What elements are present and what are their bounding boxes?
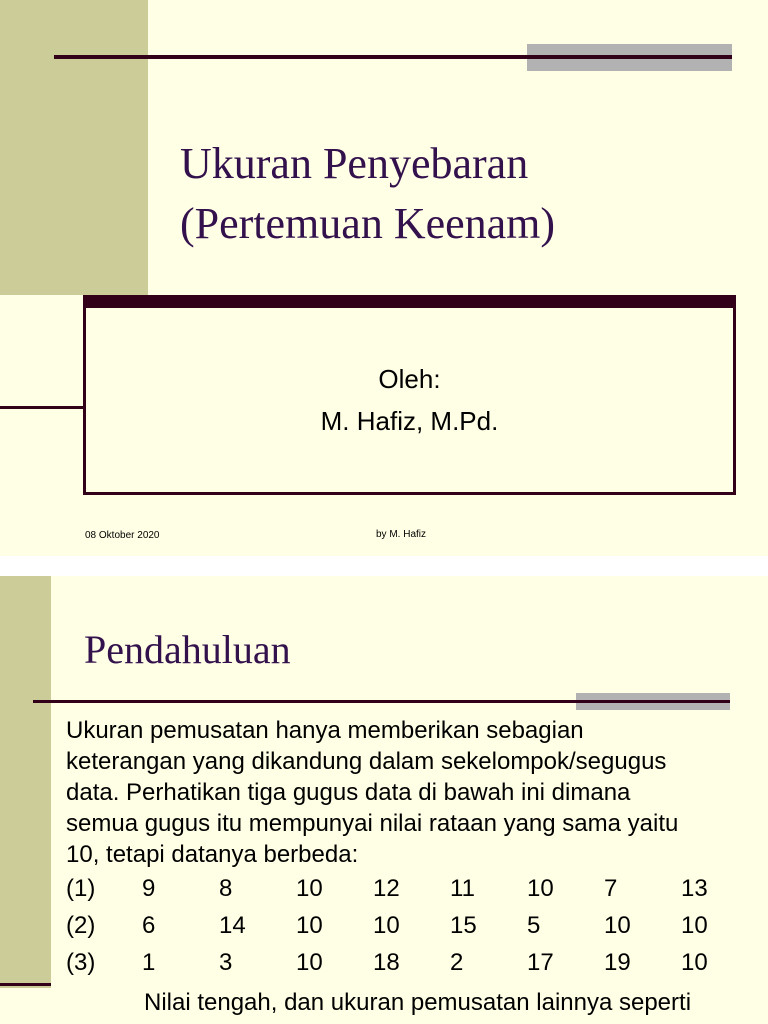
data-row [0, 949, 768, 983]
data-value: 7 [604, 875, 618, 902]
data-value: 13 [681, 875, 708, 902]
top-rule-overlay [527, 55, 732, 59]
row-label: (3) [66, 949, 96, 976]
title-line: Ukuran Penyebaran [180, 139, 529, 188]
paragraph-line: data. Perhatikan tiga gugus data di bawah ini dimana [66, 779, 631, 806]
data-value: 8 [219, 875, 233, 902]
data-value: 15 [450, 912, 477, 939]
left-rule [0, 406, 86, 409]
data-value: 5 [527, 912, 541, 939]
data-value: 10 [604, 912, 631, 939]
data-row [0, 912, 768, 946]
data-value: 10 [527, 875, 554, 902]
row-label: (1) [66, 875, 96, 902]
paragraph-line: keterangan yang dikandung dalam sekelompok/segugus [66, 748, 667, 775]
data-value: 1 [142, 949, 156, 976]
presenter-label: Oleh: [378, 364, 441, 394]
data-row [0, 875, 768, 909]
data-value: 3 [219, 949, 233, 976]
data-value: 2 [450, 949, 464, 976]
footer-author: by M. Hafiz [376, 529, 427, 540]
intro-paragraph [66, 715, 746, 870]
paragraph-line: semua gugus itu mempunyai nilai rataan yang sama yaitu [66, 810, 679, 837]
left-rule [0, 983, 51, 986]
data-value: 9 [142, 875, 156, 902]
slide-title [180, 134, 740, 254]
data-value: 17 [527, 949, 554, 976]
title-line: (Pertemuan Keenam) [180, 199, 556, 248]
content-slide [0, 576, 768, 1024]
slide-heading: Pendahuluan [84, 627, 291, 672]
data-value: 6 [142, 912, 156, 939]
data-value: 18 [373, 949, 400, 976]
closing-line: Nilai tengah, dan ukuran pemusatan lainnya seperti [144, 989, 692, 1016]
data-value: 10 [296, 875, 323, 902]
footer-date: 08 Oktober 2020 [85, 530, 160, 541]
heading-rule-overlay [576, 700, 730, 703]
presenter-name: M. Hafiz, M.Pd. [320, 406, 499, 436]
closing-paragraph [66, 987, 746, 1018]
paragraph-line: 10, tetapi datanya berbeda: [66, 841, 359, 868]
data-value: 11 [450, 875, 475, 902]
data-value: 12 [373, 875, 400, 902]
data-value: 10 [681, 949, 708, 976]
data-value: 19 [604, 949, 631, 976]
data-value: 10 [296, 912, 323, 939]
data-value: 10 [296, 949, 323, 976]
decorative-stripe [0, 0, 148, 295]
data-value: 10 [681, 912, 708, 939]
presenter-box [83, 308, 736, 495]
data-value: 10 [373, 912, 400, 939]
row-label: (2) [66, 912, 96, 939]
data-value: 14 [219, 912, 246, 939]
paragraph-line: Ukuran pemusatan hanya memberikan sebagian [66, 717, 584, 744]
